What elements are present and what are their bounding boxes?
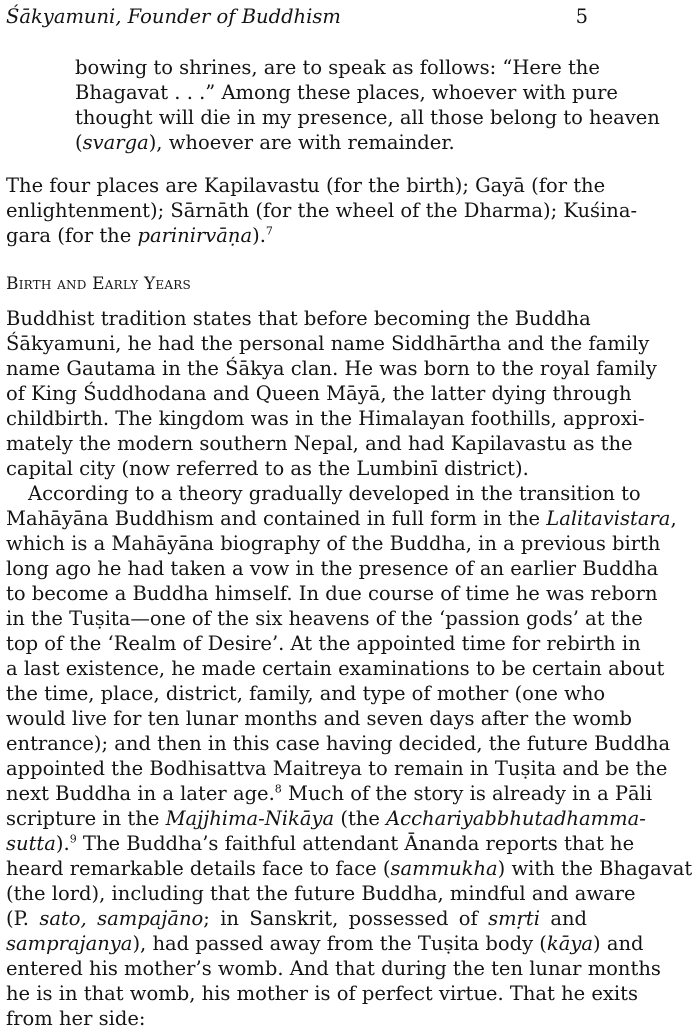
- block-quote: [75, 55, 660, 155]
- text-run: ), had passed away from the Tuṣita body (: [132, 932, 547, 955]
- italic-term: sammukha: [390, 857, 498, 880]
- text-run: ).: [252, 224, 266, 247]
- italic-term: svarga: [82, 131, 149, 154]
- text-run: ), whoever are with remainder.: [148, 131, 455, 154]
- text-line: [6, 856, 692, 881]
- text-line: [6, 631, 641, 656]
- text-run: capital city (now referred to as the Lumbinī district).: [6, 457, 529, 480]
- text-line: [75, 105, 660, 130]
- text-run: from her side:: [6, 1007, 146, 1030]
- italic-term: smṛti: [488, 907, 540, 930]
- text-line: [6, 756, 668, 781]
- text-line: [6, 431, 633, 456]
- italic-term: sutta: [6, 832, 56, 855]
- footnote-ref: 8: [274, 782, 282, 796]
- text-run: enlightenment); Sārnāth (for the wheel of the Dharma); Kuśina-: [6, 199, 638, 222]
- text-line: [6, 556, 659, 581]
- text-run: childbirth. The kingdom was in the Himalayan foothills, approxi-: [6, 407, 645, 430]
- italic-term: sato, sampajāno: [39, 907, 204, 930]
- text-line: [6, 481, 641, 506]
- text-run: a last existence, he made certain examinations to be certain about: [6, 657, 665, 680]
- text-line: [6, 506, 677, 531]
- text-line: [6, 706, 632, 731]
- italic-term: parinirvāṇa: [137, 224, 253, 247]
- text-run: ).: [55, 832, 70, 855]
- text-run: to become a Buddha himself. In due course of time he was reborn: [6, 582, 658, 605]
- text-line: [6, 173, 606, 198]
- text-run: Buddhist tradition states that before becoming the Buddha: [6, 307, 591, 330]
- text-run: thought will die in my presence, all those belong to heaven: [75, 106, 660, 129]
- body-text: [6, 306, 692, 1031]
- text-run: gara (for the: [6, 224, 138, 247]
- italic-term: Lalitavistara: [546, 507, 671, 530]
- footnote-ref: 7: [265, 224, 273, 238]
- text-run: appointed the Bodhisattva Maitreya to remain in Tuṣita and be the: [6, 757, 668, 780]
- text-line: [6, 781, 653, 806]
- text-line: [6, 356, 657, 381]
- text-line: [6, 906, 587, 931]
- text-line: [6, 331, 650, 356]
- text-line: [6, 981, 638, 1006]
- text-line: [6, 931, 644, 956]
- page-number: 5: [575, 5, 588, 28]
- text-run: The four places are Kapilavastu (for the birth); Gayā (for the: [6, 174, 606, 197]
- footnote-ref: 9: [69, 832, 77, 846]
- text-line: [6, 731, 671, 756]
- text-run: ) and: [593, 932, 644, 955]
- italic-term: Acchariyabbhutadhamma-: [386, 807, 646, 830]
- text-run: the time, place, district, family, and type of mother (one who: [6, 682, 606, 705]
- text-line: [75, 130, 587, 155]
- text-run: entered his mother’s womb. And that during the ten lunar months: [6, 957, 661, 980]
- text-run: According to a theory gradually developed in the transition to: [28, 482, 641, 505]
- text-line: [6, 606, 643, 631]
- text-line: [6, 306, 591, 331]
- text-line: [6, 956, 661, 981]
- places-paragraph: [6, 173, 638, 248]
- text-run: ,: [670, 507, 677, 530]
- section-heading: Birth and Early Years: [6, 274, 191, 294]
- text-line: [6, 881, 636, 906]
- text-run: (P.: [6, 907, 40, 930]
- text-run: (: [75, 131, 83, 154]
- text-line: [6, 531, 661, 556]
- text-run: bowing to shrines, are to speak as follows: “Here the: [75, 56, 600, 79]
- text-line: [75, 55, 600, 80]
- text-line: [75, 80, 618, 105]
- text-run: Mahāyāna Buddhism and contained in full form in the: [6, 507, 547, 530]
- text-run: ) with the Bhagavat: [497, 857, 692, 880]
- italic-term: samprajanya: [6, 932, 133, 955]
- text-run: The Buddha’s faithful attendant Ānanda reports that he: [76, 832, 635, 855]
- text-run: Much of the story is already in a Pāli: [281, 782, 653, 805]
- text-line: [6, 381, 632, 406]
- text-run: he is in that womb, his mother is of perfect virtue. That he exits: [6, 982, 638, 1005]
- text-line: [6, 406, 645, 431]
- text-line: [6, 831, 635, 856]
- text-run: scripture in the: [6, 807, 166, 830]
- italic-term: kāya: [546, 932, 594, 955]
- running-head: [6, 2, 588, 32]
- text-run: mately the modern southern Nepal, and had Kapilavastu as the: [6, 432, 633, 455]
- text-run: Bhagavat . . .” Among these places, whoever with pure: [75, 81, 618, 104]
- text-run: Śākyamuni, he had the personal name Siddhārtha and the family: [6, 332, 650, 355]
- text-run: next Buddha in a later age.: [6, 782, 275, 805]
- text-line: [6, 581, 658, 606]
- text-run: and: [539, 907, 587, 930]
- text-run: (the: [334, 807, 387, 830]
- text-line: [6, 656, 665, 681]
- text-run: which is a Mahāyāna biography of the Buddha, in a previous birth: [6, 532, 661, 555]
- italic-term: Majjhima-Nikāya: [165, 807, 335, 830]
- text-run: in the Tuṣita—one of the six heavens of the ‘passion gods’ at the: [6, 607, 643, 630]
- text-line: [6, 223, 587, 248]
- text-run: (the lord), including that the future Buddha, mindful and aware: [6, 882, 636, 905]
- text-run: name Gautama in the Śākya clan. He was born to the royal family: [6, 357, 657, 380]
- text-line: [6, 198, 638, 223]
- text-line: [6, 806, 646, 831]
- text-run: top of the ‘Realm of Desire’. At the appointed time for rebirth in: [6, 632, 641, 655]
- text-run: long ago he had taken a vow in the presence of an earlier Buddha: [6, 557, 659, 580]
- text-line: [6, 681, 606, 706]
- text-run: heard remarkable details face to face (: [6, 857, 391, 880]
- running-head-title: Śākyamuni, Founder of Buddhism: [6, 5, 341, 28]
- text-run: would live for ten lunar months and seven days after the womb: [6, 707, 632, 730]
- text-run: of King Śuddhodana and Queen Māyā, the latter dying through: [6, 382, 632, 405]
- text-run: ; in Sanskrit, possessed of: [203, 907, 489, 930]
- text-run: entrance); and then in this case having decided, the future Buddha: [6, 732, 671, 755]
- text-line: [6, 1006, 587, 1031]
- text-line: [6, 456, 587, 481]
